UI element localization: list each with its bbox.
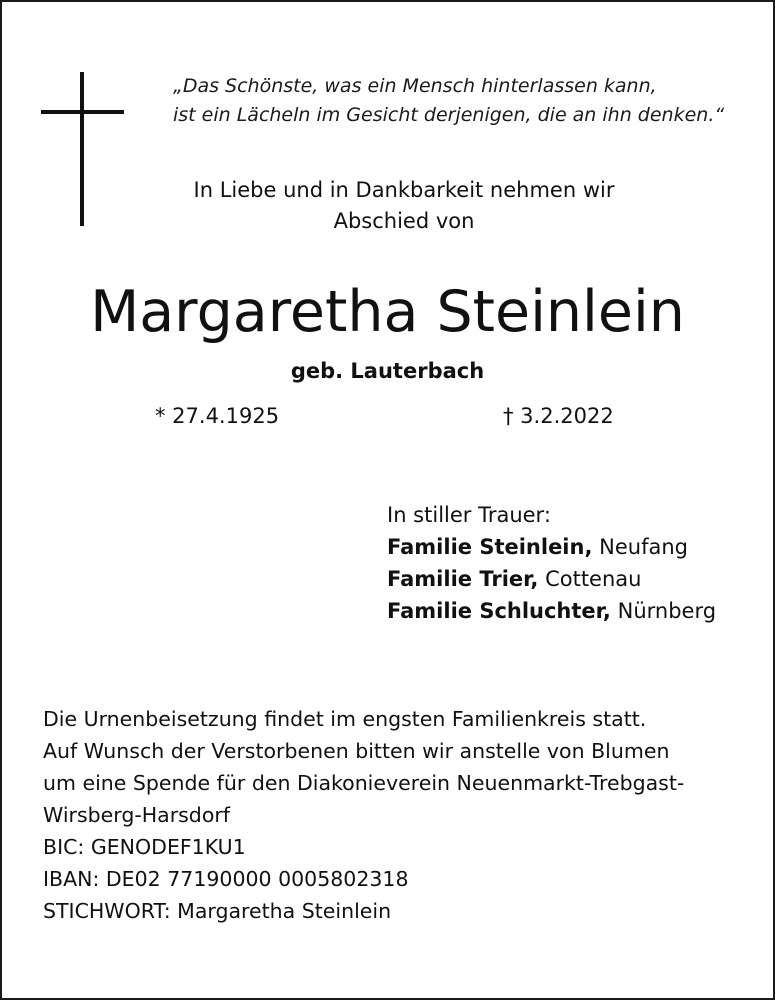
intro-line: In Liebe und in Dankbarkeit nehmen wir bbox=[193, 178, 615, 202]
mourner-family: Familie Schluchter, bbox=[387, 599, 611, 623]
intro-line: Abschied von bbox=[333, 209, 475, 233]
notice-line: Auf Wunsch der Verstorbenen bitten wir anstelle von Blumen bbox=[43, 739, 670, 763]
mourner-row bbox=[387, 563, 716, 595]
funeral-notice bbox=[43, 703, 684, 927]
mourner-place: Nürnberg bbox=[617, 599, 717, 623]
intro-text bbox=[0, 175, 775, 237]
keyword-line: STICHWORT: Margaretha Steinlein bbox=[43, 899, 392, 923]
mourner-family: Familie Trier, bbox=[387, 567, 539, 591]
mourner-place: Neufang bbox=[599, 535, 688, 559]
quote-line: „Das Schönste, was ein Mensch hinterlassen kann, bbox=[173, 75, 657, 97]
mourner-row bbox=[387, 531, 716, 563]
quote-line: ist ein Lächeln im Gesicht derjenigen, die an ihn denken.“ bbox=[173, 104, 725, 126]
birth-date: * 27.4.1925 bbox=[155, 404, 280, 428]
mourner-row bbox=[387, 595, 716, 627]
mourners-block bbox=[387, 499, 716, 627]
notice-line: um eine Spende für den Diakonieverein Neuenmarkt-Trebgast- bbox=[43, 771, 685, 795]
memorial-quote bbox=[173, 72, 753, 130]
cross-horizontal-bar bbox=[41, 110, 124, 114]
deceased-name: Margaretha Steinlein bbox=[90, 279, 685, 345]
mourners-heading: In stiller Trauer: bbox=[387, 503, 551, 527]
notice-line: Wirsberg-Harsdorf bbox=[43, 803, 231, 827]
maiden-name: geb. Lauterbach bbox=[290, 359, 485, 383]
bic-line: BIC: GENODEF1KU1 bbox=[43, 835, 246, 859]
death-date: † 3.2.2022 bbox=[503, 404, 614, 428]
mourner-place: Cottenau bbox=[545, 567, 642, 591]
mourner-family: Familie Steinlein, bbox=[387, 535, 593, 559]
notice-line: Die Urnenbeisetzung findet im engsten Familienkreis statt. bbox=[43, 707, 647, 731]
iban-line: IBAN: DE02 77190000 0005802318 bbox=[43, 867, 409, 891]
